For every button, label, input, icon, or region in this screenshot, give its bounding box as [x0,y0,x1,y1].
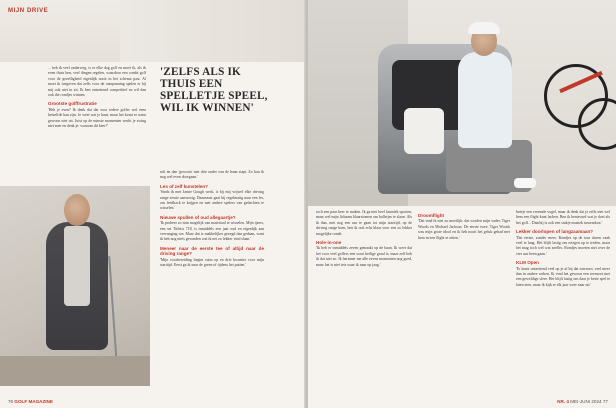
heading-dream-flight: Droomflight [418,213,445,218]
right-page [308,0,616,408]
main-column [160,170,264,380]
quote-line-1: 'ZELFS ALS IK [160,66,241,78]
quote-line-3: SPELLETJE SPEEL, [160,90,268,102]
flight-continuation-text: beetje een vreemde vogel, maar ik denk dat je zelfs met wel hem een flight kunt lachen. Ben ik benieuwd wat je doet als het golf... Daarbij is ook een stukje muziek tussendoor.' [516,210,610,225]
left-page [0,0,306,408]
heading-pace: Lekker doorlopen of langzaamaan? [516,229,594,235]
heading-frustration: Grootste golffrustratie [48,101,97,107]
quote-line-4: WIL IK WINNEN' [160,102,254,114]
frustration-text: 'Heb je even? Ik denk dat dat voor iedere golfer wel eens hetzelfde kan zijn. Je weet wat je kunt, maar het komt er soms gewoon niet uit. Juist op de minste momenten werkt je swing niet mee en denk je: waarom dit keer?' [48,107,146,129]
issue-number: NR. 4 [557,399,569,404]
gear-text: 'Ik probeer zo min mogelijk van materiaal te wisselen. Mijn ijzers, een set Titleist 718, is inmiddels een jaar oud en eigenlijk aan vervanging toe. Maar dat is makkelijker gezegd dan gedaan, want ik heb nog niets gevonden wat ik net zo lekker vind slaan.' [160,221,264,242]
magazine-name: GOLF MAGAZINE [14,399,53,404]
right-column-3 [516,210,610,386]
section-label: MIJN DRIVE [8,8,49,14]
pace-text: 'Dat eerste, zonder meer. Rondjes op de tour duren vaak veel te lang. Het blijft lastig om ertegen op te treden, maar het mag toch wel wat sneller. Rondjes moeten niet over de vier uur heen gaan.' [516,235,610,256]
heading-klm-open: KLM Open [516,260,539,266]
pull-quote [160,66,278,114]
klm-open-text: 'Er komt ontzettend veel op je af bij dat toernooi, veel meer dan in andere weken. Ik vind het gewoon een toernooi met een geweldige sfeer. Het blijft lastig om daar je beste spel te laten zien, maar ik kijk er elk jaar weer naar uit.' [516,266,610,287]
issue-date: MEI-JUNI 2024 [570,399,602,404]
portrait-photo [0,186,150,386]
page-number-right: 77 [602,399,608,404]
footer-left [8,399,53,404]
right-column-2 [418,210,510,386]
heading-gear: Nieuwe spullen of oud allegaartje? [160,214,236,220]
continuation-text: rolt en dan 'gewoon' met drie onder van de baan stapt. Zo kan ik nog wel even doorgaan.' [160,170,264,180]
footer-right [557,399,608,404]
intro-text: ... heb ik veel onderweg, is er elke dag golf en moet ik, als ik even thuis ben, veel dingen regelen, waardoor een combi golf voor de gezelligheid eigenlijk nooit in het schema past. Al moet ik toegeven dat zelfs voor de ontspanning spelen er bij mij ook niet in zit. Ik ben ontzettend competitief en wil dan ook die rondjes winnen. [48,66,146,98]
heading-hole-in-one: Hole-in-one [316,240,342,246]
first-tee-text: 'Mijn voorbereiding begint ruim op en drie kwartier voor mijn starttijd. Eerst ga ik naar de green of tijdens het putten.' [160,257,264,268]
garage-photo [308,0,616,206]
right-column-1 [316,210,412,386]
quote-line-2: THUIS EEN [160,78,223,90]
page-number-left: 76 [8,399,14,404]
hole-in-one-text: 'Ik heb er inmiddels zeven gemaakt op de baan. Ik weet dat het voor veel golfers een soort heilige graal is, maar zelf heb ik dat niet zo. Ik herinner me alle zeven momenten nog goed, maar het is niet iets waar ik naar op jaag.' [316,246,412,267]
heading-lessons: Les of zelf kunstelen? [160,183,208,189]
dream-flight-text: 'Dat vind ik niet zo moeilijk: dat worden mijn vader, Tiger Woods en Michael Jackson. De eerste twee, Tiger Woods was mijn grote idool en ik heb nooit het geluk gehad met hem in een flight te zitten.' [418,219,510,240]
prep-text: toch een paar keer te maken. Ik ga niet heel fanatiek sporten, maar wel mijn lichaam klaarstomen om balletjes te slaan. Als ik dan, met nog een uur te gaan tot mijn starttijd, op de driving range kom, ben ik ook echt klaar voor een zo lekker mogelijke ronde. [316,210,412,236]
lessons-text: 'Sinds ik met Jamie Gough werk, is bij mij vrijwel elke driving range sessie aanwezig. Daarnaast gaat bij regelmatig naar een les, om feedback te krijgen en met andere spelers van gedachten te wisselen.' [160,190,264,211]
intro-column [48,66,146,182]
heading-first-tee: Meneer naar de eerste tee of altijd naar de driving range? [160,245,264,257]
